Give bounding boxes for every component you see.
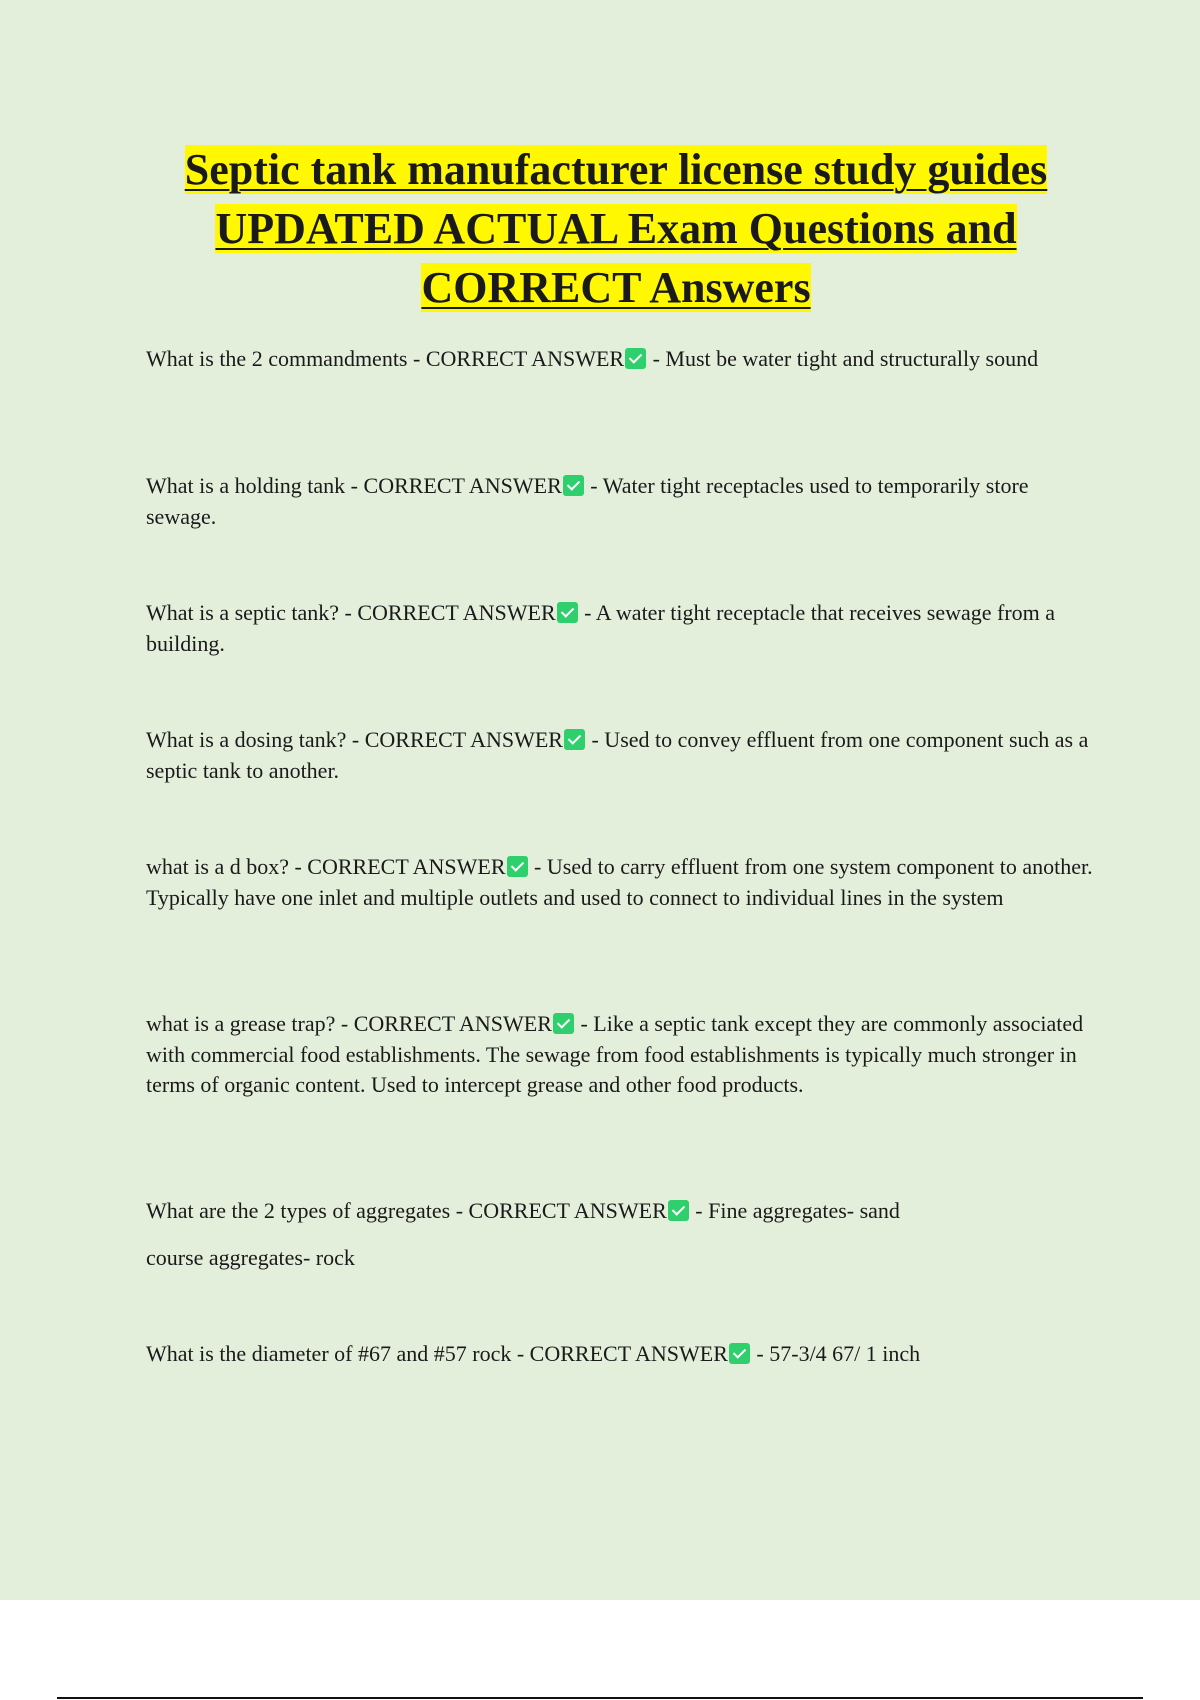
question-text: What is a septic tank? - [146,600,358,625]
qa-item-aggregates [146,1196,1096,1227]
answer-text: - Fine aggregates- sand [689,1198,900,1223]
correct-answer-label: CORRECT ANSWER [425,346,625,371]
question-text: what is a d box? - [146,854,308,879]
answer-text: - Used to carry effluent from one system component to another. Typically have one inlet and multiple outlets and used to connect to individual lines in the system [146,854,1093,910]
check-mark-icon [729,1343,750,1364]
question-text: what is a grease trap? - [146,1011,354,1036]
footer-divider [57,1697,1143,1699]
qa-item-grease-trap [146,1009,1096,1101]
correct-answer-label: CORRECT ANSWER [529,1341,728,1366]
qa-item-aggregates-second-line [146,1243,1096,1274]
check-mark-icon [668,1200,689,1221]
document-title-text: Septic tank manufacturer license study guides UPDATED ACTUAL Exam Questions and CORRECT Answers [184,145,1048,312]
check-mark-icon [563,475,584,496]
question-text: What is the diameter of #67 and #57 rock - [146,1341,530,1366]
question-text: What are the 2 types of aggregates - [146,1198,469,1223]
check-mark-icon [507,856,528,877]
question-text: What is a dosing tank? - [146,727,365,752]
answer-text: - Used to convey effluent from one component such as a septic tank to another. [146,727,1089,783]
question-text: What is a holding tank - [146,473,364,498]
qa-item-commandments [146,344,1096,375]
correct-answer-label: CORRECT ANSWER [364,727,563,752]
correct-answer-label: CORRECT ANSWER [468,1198,667,1223]
answer-text: - Water tight receptacles used to temporarily store sewage. [146,473,1029,529]
check-mark-icon [557,602,578,623]
answer-text: - Like a septic tank except they are commonly associated with commercial food establishments. The sewage from food establishments is typically much stronger in terms of organic content. Used to intercept grease and other food products. [146,1011,1084,1097]
check-mark-icon [564,729,585,750]
qa-item-dosing-tank [146,725,1096,786]
qa-item-septic-tank [146,598,1096,659]
correct-answer-label: CORRECT ANSWER [307,854,506,879]
qa-item-d-box [146,852,1096,913]
check-mark-icon [625,348,646,369]
answer-text: - A water tight receptacle that receives sewage from a building. [146,600,1056,656]
answer-text: - Must be water tight and structurally sound [647,346,1039,371]
answer-text-line2: course aggregates- rock [146,1245,355,1270]
check-mark-icon [553,1013,574,1034]
correct-answer-label: CORRECT ANSWER [353,1011,552,1036]
qa-item-holding-tank [146,471,1096,532]
qa-item-rock-diameter [146,1339,1096,1370]
correct-answer-label: CORRECT ANSWER [357,600,556,625]
document-title [150,140,1082,317]
correct-answer-label: CORRECT ANSWER [363,473,562,498]
question-text: What is the 2 commandments - [146,346,426,371]
answer-text: - 57-3/4 67/ 1 inch [750,1341,921,1366]
